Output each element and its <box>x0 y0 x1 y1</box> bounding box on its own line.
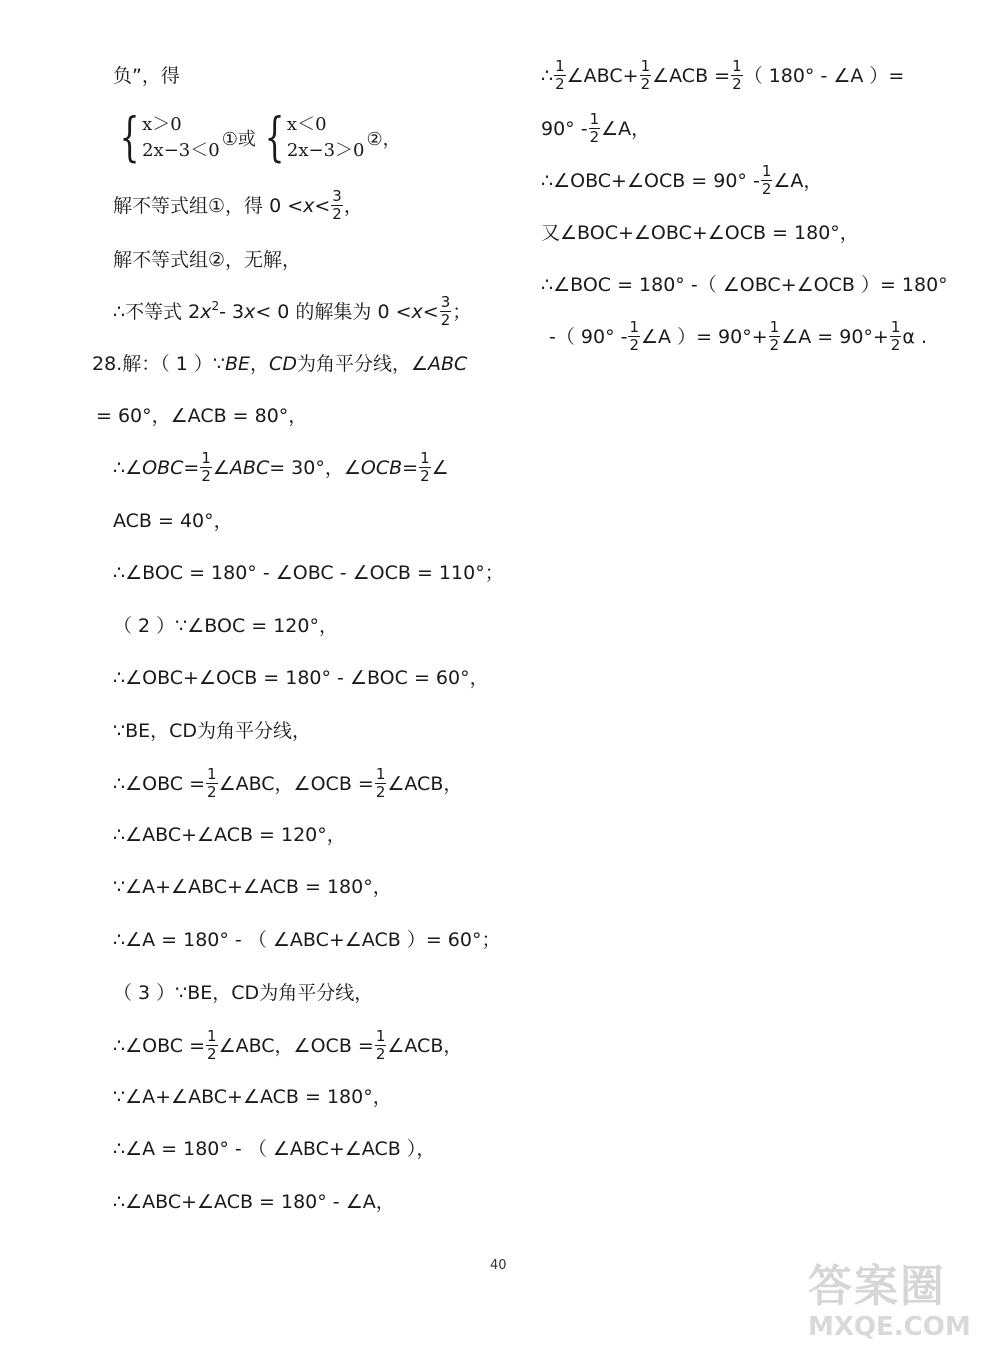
text-line: ∴不等式 $2x^2-$ 3x< 0 的解集为 0 <x< $\frac{3}{2}$ ； <box>113 293 472 330</box>
text-line: ∴∠ABC+∠ACB = 180° - ∠A， <box>113 1190 395 1213</box>
text-line: 负”，得 <box>113 64 180 87</box>
text-line: ACB = 40°， <box>113 509 233 532</box>
text-line: ∴∠A = 180° - （ ∠ABC+∠ACB ）= 60°； <box>113 928 501 951</box>
text-line: 解不等式组②，无解， <box>113 248 302 271</box>
fraction: $\frac{1}{2}$ <box>375 765 386 801</box>
page-number: 40 <box>490 1258 507 1273</box>
fraction: $\frac{1}{2}$ <box>375 1027 386 1063</box>
fraction: $\frac{1}{2}$ <box>890 318 901 354</box>
text-line: -（ 90° - $\frac{1}{2}$ ∠A ）= 90°+ $\frac{1}{2}$ ∠A = 90°+ $\frac{1}{2}$ α . <box>549 318 927 354</box>
watermark-logo-text: 答案圈 <box>808 1261 946 1312</box>
left-brace: { <box>264 108 285 168</box>
text-line: ∴∠BOC = 180° - ∠OBC - ∠OCB = 110°； <box>113 561 504 584</box>
fraction: $\frac{1}{2}$ <box>420 449 430 485</box>
text-line: ∴∠OBC = $\frac{1}{2}$ ∠ABC，∠OCB = $\frac{1}{2}$ ∠ACB， <box>113 765 463 801</box>
fraction: $\frac{1}{2}$ <box>555 57 565 93</box>
left-brace: { <box>119 108 140 168</box>
fraction: $\frac{3}{2}$ <box>332 187 342 223</box>
fraction: $\frac{1}{2}$ <box>640 57 651 93</box>
text-line: ∴∠OBC = $\frac{1}{2}$ ∠ABC，∠OCB = $\frac{1}{2}$ ∠ACB， <box>113 1027 463 1063</box>
text-line: ∴∠BOC = 180° -（ ∠OBC+∠OCB ）= 180° <box>541 273 948 296</box>
text-line: （ 2 ）∵∠BOC = 120°， <box>113 614 338 637</box>
text-line: ∵BE，CD为角平分线， <box>113 719 312 742</box>
fraction: $\frac{1}{2}$ <box>207 1027 217 1063</box>
text-line: ∴∠OBC+∠OCB = 90° - $\frac{1}{2}$ ∠A， <box>541 162 823 198</box>
watermark-site: MXQE.COM <box>808 1312 971 1342</box>
text-line: = 60°，∠ACB = 80°， <box>96 404 308 427</box>
text-line: ∵∠A+∠ABC+∠ACB = 180°， <box>113 875 392 898</box>
fraction: $\frac{1}{2}$ <box>769 318 780 354</box>
system-one: x＞0 2x−3＜0 <box>142 114 220 161</box>
text-line: ∴∠OBC+∠OCB = 180° - ∠BOC = 60°， <box>113 666 489 689</box>
fraction: $\frac{1}{2}$ <box>732 57 742 93</box>
text-line: ∴∠ABC+∠ACB = 120°， <box>113 823 346 846</box>
system-two: x＜0 2x−3＞0 <box>286 114 365 161</box>
text-line: 解不等式组①，得 0 <x< $\frac{3}{2}$ ， <box>113 187 363 223</box>
text-line: 90° - $\frac{1}{2}$ ∠A， <box>541 110 651 146</box>
text-line: 又∠BOC+∠OBC+∠OCB = 180°， <box>541 221 859 244</box>
fraction: $\frac{1}{2}$ <box>207 765 217 801</box>
fraction: $\frac{3}{2}$ <box>440 293 451 330</box>
inequality-systems: { x＞0 2x−3＜0 ①或 { x＜0 2x−3＞0 ②， <box>119 108 401 168</box>
text-line: ∴ $\frac{1}{2}$ ∠ABC+ $\frac{1}{2}$ ∠ACB = $\frac{1}{2}$ （ 180° - ∠A ）= <box>541 57 905 93</box>
fraction: $\frac{1}{2}$ <box>201 449 211 485</box>
problem-heading: 28.解：（ 1 ）∵BE，CD为角平分线，∠ABC <box>92 352 468 375</box>
text-line: ∵∠A+∠ABC+∠ACB = 180°， <box>113 1085 392 1108</box>
text-line: ∴∠A = 180° - （ ∠ABC+∠ACB ）， <box>113 1137 436 1160</box>
fraction: $\frac{1}{2}$ <box>761 162 772 198</box>
text-line: （ 3 ）∵BE，CD为角平分线， <box>113 981 374 1004</box>
watermark-logo <box>808 1262 993 1344</box>
fraction: $\frac{1}{2}$ <box>589 110 600 146</box>
fraction: $\frac{1}{2}$ <box>629 318 640 354</box>
text-line: ∴∠OBC= $\frac{1}{2}$ ∠ABC= 30°，∠OCB= $\frac{1}{2}$ ∠ <box>113 449 449 485</box>
